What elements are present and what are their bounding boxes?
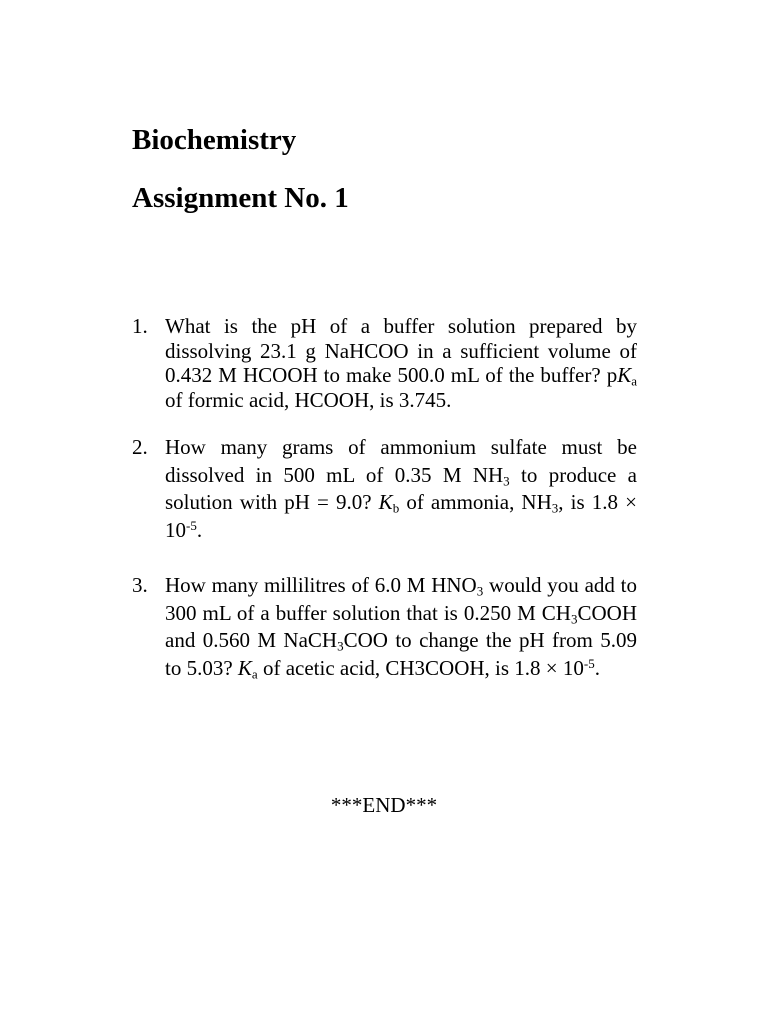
question-text: What is the pH of a buffer solution prepared by dissolving 23.1 g NaHCOO in a sufficient volume of 0.432 M HCOOH to make 500.0 mL of the buffer? $pK_a$ of formic acid, HCOOH, is 3.745.	[165, 314, 637, 412]
document-title: Biochemistry	[132, 124, 297, 156]
assignment-title: Assignment No. 1	[132, 182, 349, 214]
end-marker: ***END***	[330, 793, 438, 817]
question-number: 3.	[132, 573, 148, 597]
question-3	[132, 572, 637, 682]
question-text: How many millilitres of 6.0 M $HNO_3$ would you add to 300 mL of a buffer solution that is 0.250 M $CH_3COOH$ and 0.560 M NaCH$_3$COO to change the pH from 5.09 to 5.03? $K_a$ of acetic acid, CH3COOH, is $1.8 \times 10^{-5}$.	[165, 573, 638, 681]
question-number: 2.	[132, 435, 148, 459]
question-2	[132, 434, 637, 544]
question-text: How many grams of ammonium sulfate must be dissolved in 500 mL of 0.35 M $NH_3$ to produce a solution with pH = 9.0? $K_b$ of ammonia, $NH_3$, is $1.8 \times 10^{-5}$.	[165, 435, 637, 542]
question-number: 1.	[132, 314, 148, 338]
question-1	[132, 314, 637, 412]
